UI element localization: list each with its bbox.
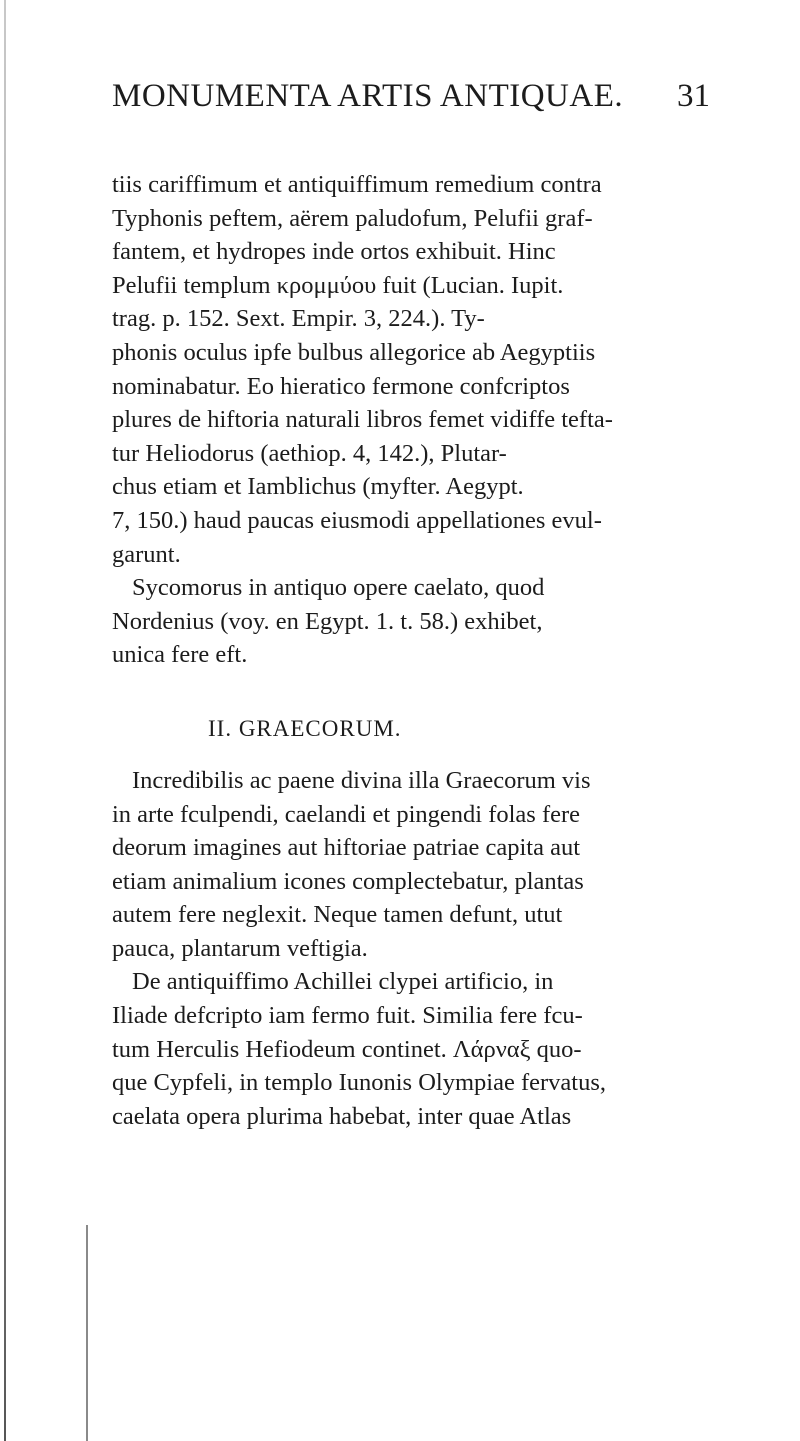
text-line: Typhonis peftem, aërem paludofum, Pelufii graf- — [112, 204, 593, 232]
text-line: nominabatur. Eo hieratico fermone confcriptos — [112, 372, 570, 400]
text-line: De antiquiffimo Achillei clypei artificio, in — [132, 968, 554, 996]
text-line: Iliade defcripto iam fermo fuit. Similia fere fcu- — [112, 1002, 583, 1030]
text-line: tiis cariffimum et antiquiffimum remedium contra — [112, 171, 602, 198]
page-number: 31 — [677, 78, 710, 114]
text-line: phonis oculus ipfe bulbus allegorice ab Aegyptiis — [112, 338, 596, 366]
running-head: MONUMENTA ARTIS ANTIQUAE. — [112, 78, 624, 114]
text-line: Incredibilis ac paene divina illa Graecorum vis — [132, 766, 591, 794]
text-line: unica fere eft. — [112, 641, 248, 669]
body-text — [112, 168, 752, 1133]
text-line: etiam animalium icones complectebatur, plantas — [112, 867, 584, 895]
text-line: pauca, plantarum veftigia. — [112, 934, 368, 962]
text-line: Nordenius (voy. en Egypt. 1. t. 58.) exhibet, — [112, 607, 543, 635]
text-line: caelata opera plurima habebat, inter quae Atlas — [112, 1102, 572, 1130]
text-line: Sycomorus in antiquo opere caelato, quod — [132, 574, 545, 602]
page-edge-shadow — [4, 0, 6, 1441]
paragraph-3 — [112, 764, 752, 966]
text-line: tum Herculis Hefiodeum continet. Λάρναξ quo- — [112, 1035, 582, 1063]
binding-line — [86, 1225, 88, 1441]
text-line: fantem, et hydropes inde ortos exhibuit. Hinc — [112, 238, 556, 266]
text-line: 7, 150.) haud paucas eiusmodi appellationes evul- — [112, 506, 602, 534]
text-line: trag. p. 152. Sext. Empir. 3, 224.). Ty- — [112, 305, 485, 333]
text-line: Pelufii templum κρομμύου fuit (Lucian. Iupit. — [112, 271, 564, 299]
text-line: chus etiam et Iamblichus (myfter. Aegypt. — [112, 473, 524, 501]
text-line: garunt. — [112, 540, 181, 568]
text-line: autem fere neglexit. Neque tamen defunt, utut — [112, 901, 563, 929]
spacer — [112, 672, 752, 694]
text-line: que Cypfeli, in templo Iunonis Olympiae fervatus, — [112, 1069, 606, 1097]
text-line: deorum imagines aut hiftoriae patriae capita aut — [112, 834, 581, 862]
text-line: plures de hiftoria naturali libros femet vidiffe tefta- — [112, 406, 613, 434]
paragraph-2 — [112, 571, 752, 672]
text-line: tur Heliodorus (aethiop. 4, 142.), Plutar- — [112, 439, 507, 467]
text-line: in arte fculpendi, caelandi et pingendi folas fere — [112, 800, 581, 828]
paragraph-1 — [112, 168, 752, 571]
paragraph-4 — [112, 965, 752, 1133]
section-heading: II. GRAECORUM. — [208, 715, 402, 741]
